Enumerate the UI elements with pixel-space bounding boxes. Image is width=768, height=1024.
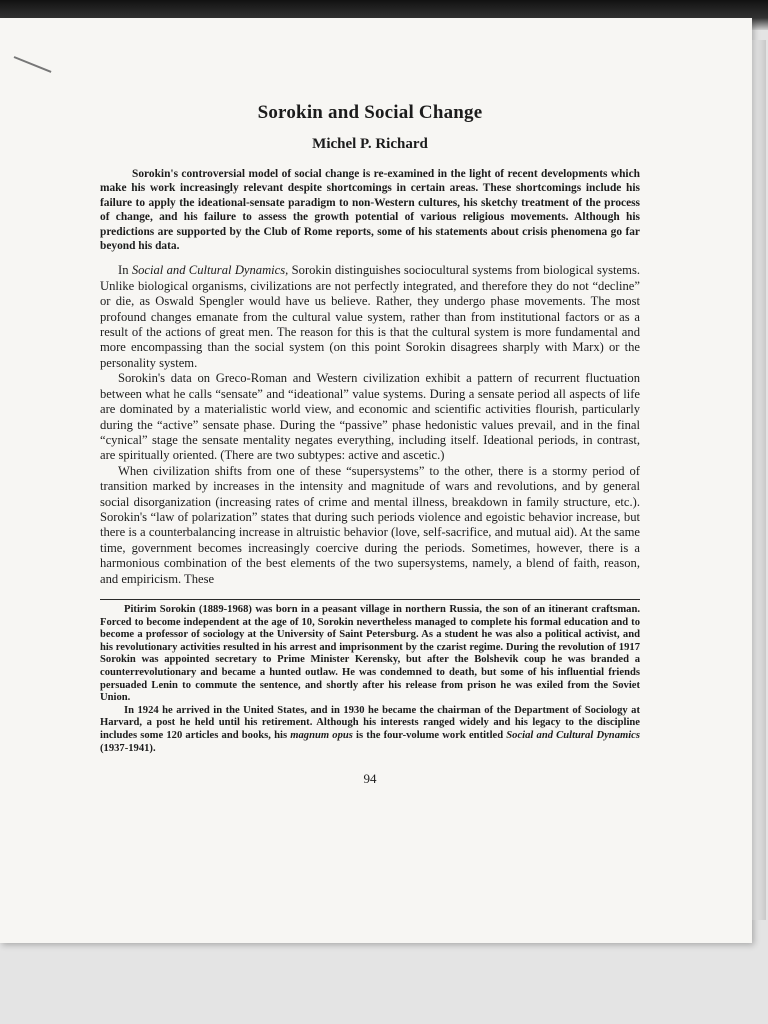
footnote-paragraph: Pitirim Sorokin (1889-1968) was born in a peasant village in northern Russia, the son of an itinerant craftsman. Forced to become independent at the age of 10, Sorokin nevertheless managed to complete his formal education and to become a professor of sociology at the University of Saint Petersburg. As a student he was also a political activist, and his revolutionary activities resulted in his arrest and imprisonment by the czarist regime. During the revolution of 1917 Sorokin was appointed secretary to Prime Minister Kerensky, but after the Bolshevik coup he was branded a counterrevolutionary and became a hunted outlaw. He was condemned to death, but some of his influential friends persuaded Lenin to commute the sentence, and shortly after his release from prison he was exiled from the Soviet Union. — [100, 603, 640, 704]
article-title: Sorokin and Social Change — [257, 102, 483, 123]
article — [100, 102, 640, 787]
footnote-text: In 1924 he arrived in the United States, and in 1930 he became the chairman of the Department of Sociology at Harvard, a post he held until his retirement. Although his interests ranged widely and his legacy to the discipline includes some 120 articles and books, his — [100, 704, 640, 741]
paragraph-text: In — [118, 263, 132, 278]
footnote-rule — [100, 599, 640, 600]
paragraph-text: Sorokin distinguishes sociocultural systems from biological systems. Unlike biological organisms, civilizations are not perfectly integrated, and therefore they do not “decline” or die, as Oswald Spengler would have us believe. Rather, they undergo phase movements. The most profound changes emanate from the cultural value system, rather than from institutional factors or as a result of the actions of great men. The reason for this is that the cultural system is more fundamental and more encompassing than the social system (on this point Sorokin disagrees sharply with Marx) or the personality system. — [100, 263, 640, 370]
abstract: Sorokin's controversial model of social change is re-examined in the light of recent developments which make his work increasingly relevant despite shortcomings in certain areas. These shortcomings include his failure to apply the ideational-sensate paradigm to non-Western cultures, his sketchy treatment of the process of change, and his failure to assess the growth potential of various religious movements. Although his predictions are supported by the Club of Rome reports, some of his statements about crisis phenomena go far beyond his data. — [100, 168, 640, 253]
author-footnote — [100, 604, 640, 755]
scanned-page — [0, 18, 752, 943]
body-paragraph: Sorokin's data on Greco-Roman and Western civilization exhibit a pattern of recurrent fluctuation between what he calls “sensate” and “ideational” value systems. During a sensate period all aspects of life are dominated by a materialistic world view, and economic and scientific activities flourish, particularly during the “active” sensate phase. During the “passive” phase hedonistic values prevail, and in the final “cynical” stage the sensate mentality negates everything, including itself. Ideational periods, in contrast, are spiritually oriented. (There are two subtypes: active and ascetic.) — [100, 371, 640, 463]
book-title: Social and Cultural Dynamics, — [131, 263, 289, 278]
body-paragraph: When civilization shifts from one of these “supersystems” to the other, there is a stormy period of transition marked by increases in the intensity and magnitude of wars and revolutions, and by general social disorganization (increasing rates of crime and mental illness, breakdown in family structure, etc.). Sorokin's “law of polarization” states that during such periods violence and egoistic behavior increase, but there is a counterbalancing increase in altruistic behavior (love, self-sacrifice, and mutual aid). At the same time, government becomes increasingly coercive during the periods. Sometimes, however, there is a harmonious combination of the best elements of the two supersystems, namely, a blend of faith, reason, and empiricism. These — [100, 463, 640, 586]
latin-term: magnum opus — [290, 729, 353, 741]
book-title: Social and Cultural Dynamics — [506, 729, 640, 741]
footnote-text: is the four-volume work entitled — [352, 729, 507, 741]
footnote-paragraph — [100, 705, 640, 755]
footnote-text: (1937-1941). — [100, 742, 156, 754]
article-body — [100, 263, 640, 587]
pen-mark — [14, 56, 52, 73]
article-author: Michel P. Richard — [312, 136, 428, 152]
body-paragraph — [100, 263, 640, 371]
page-number: 94 — [363, 771, 377, 787]
